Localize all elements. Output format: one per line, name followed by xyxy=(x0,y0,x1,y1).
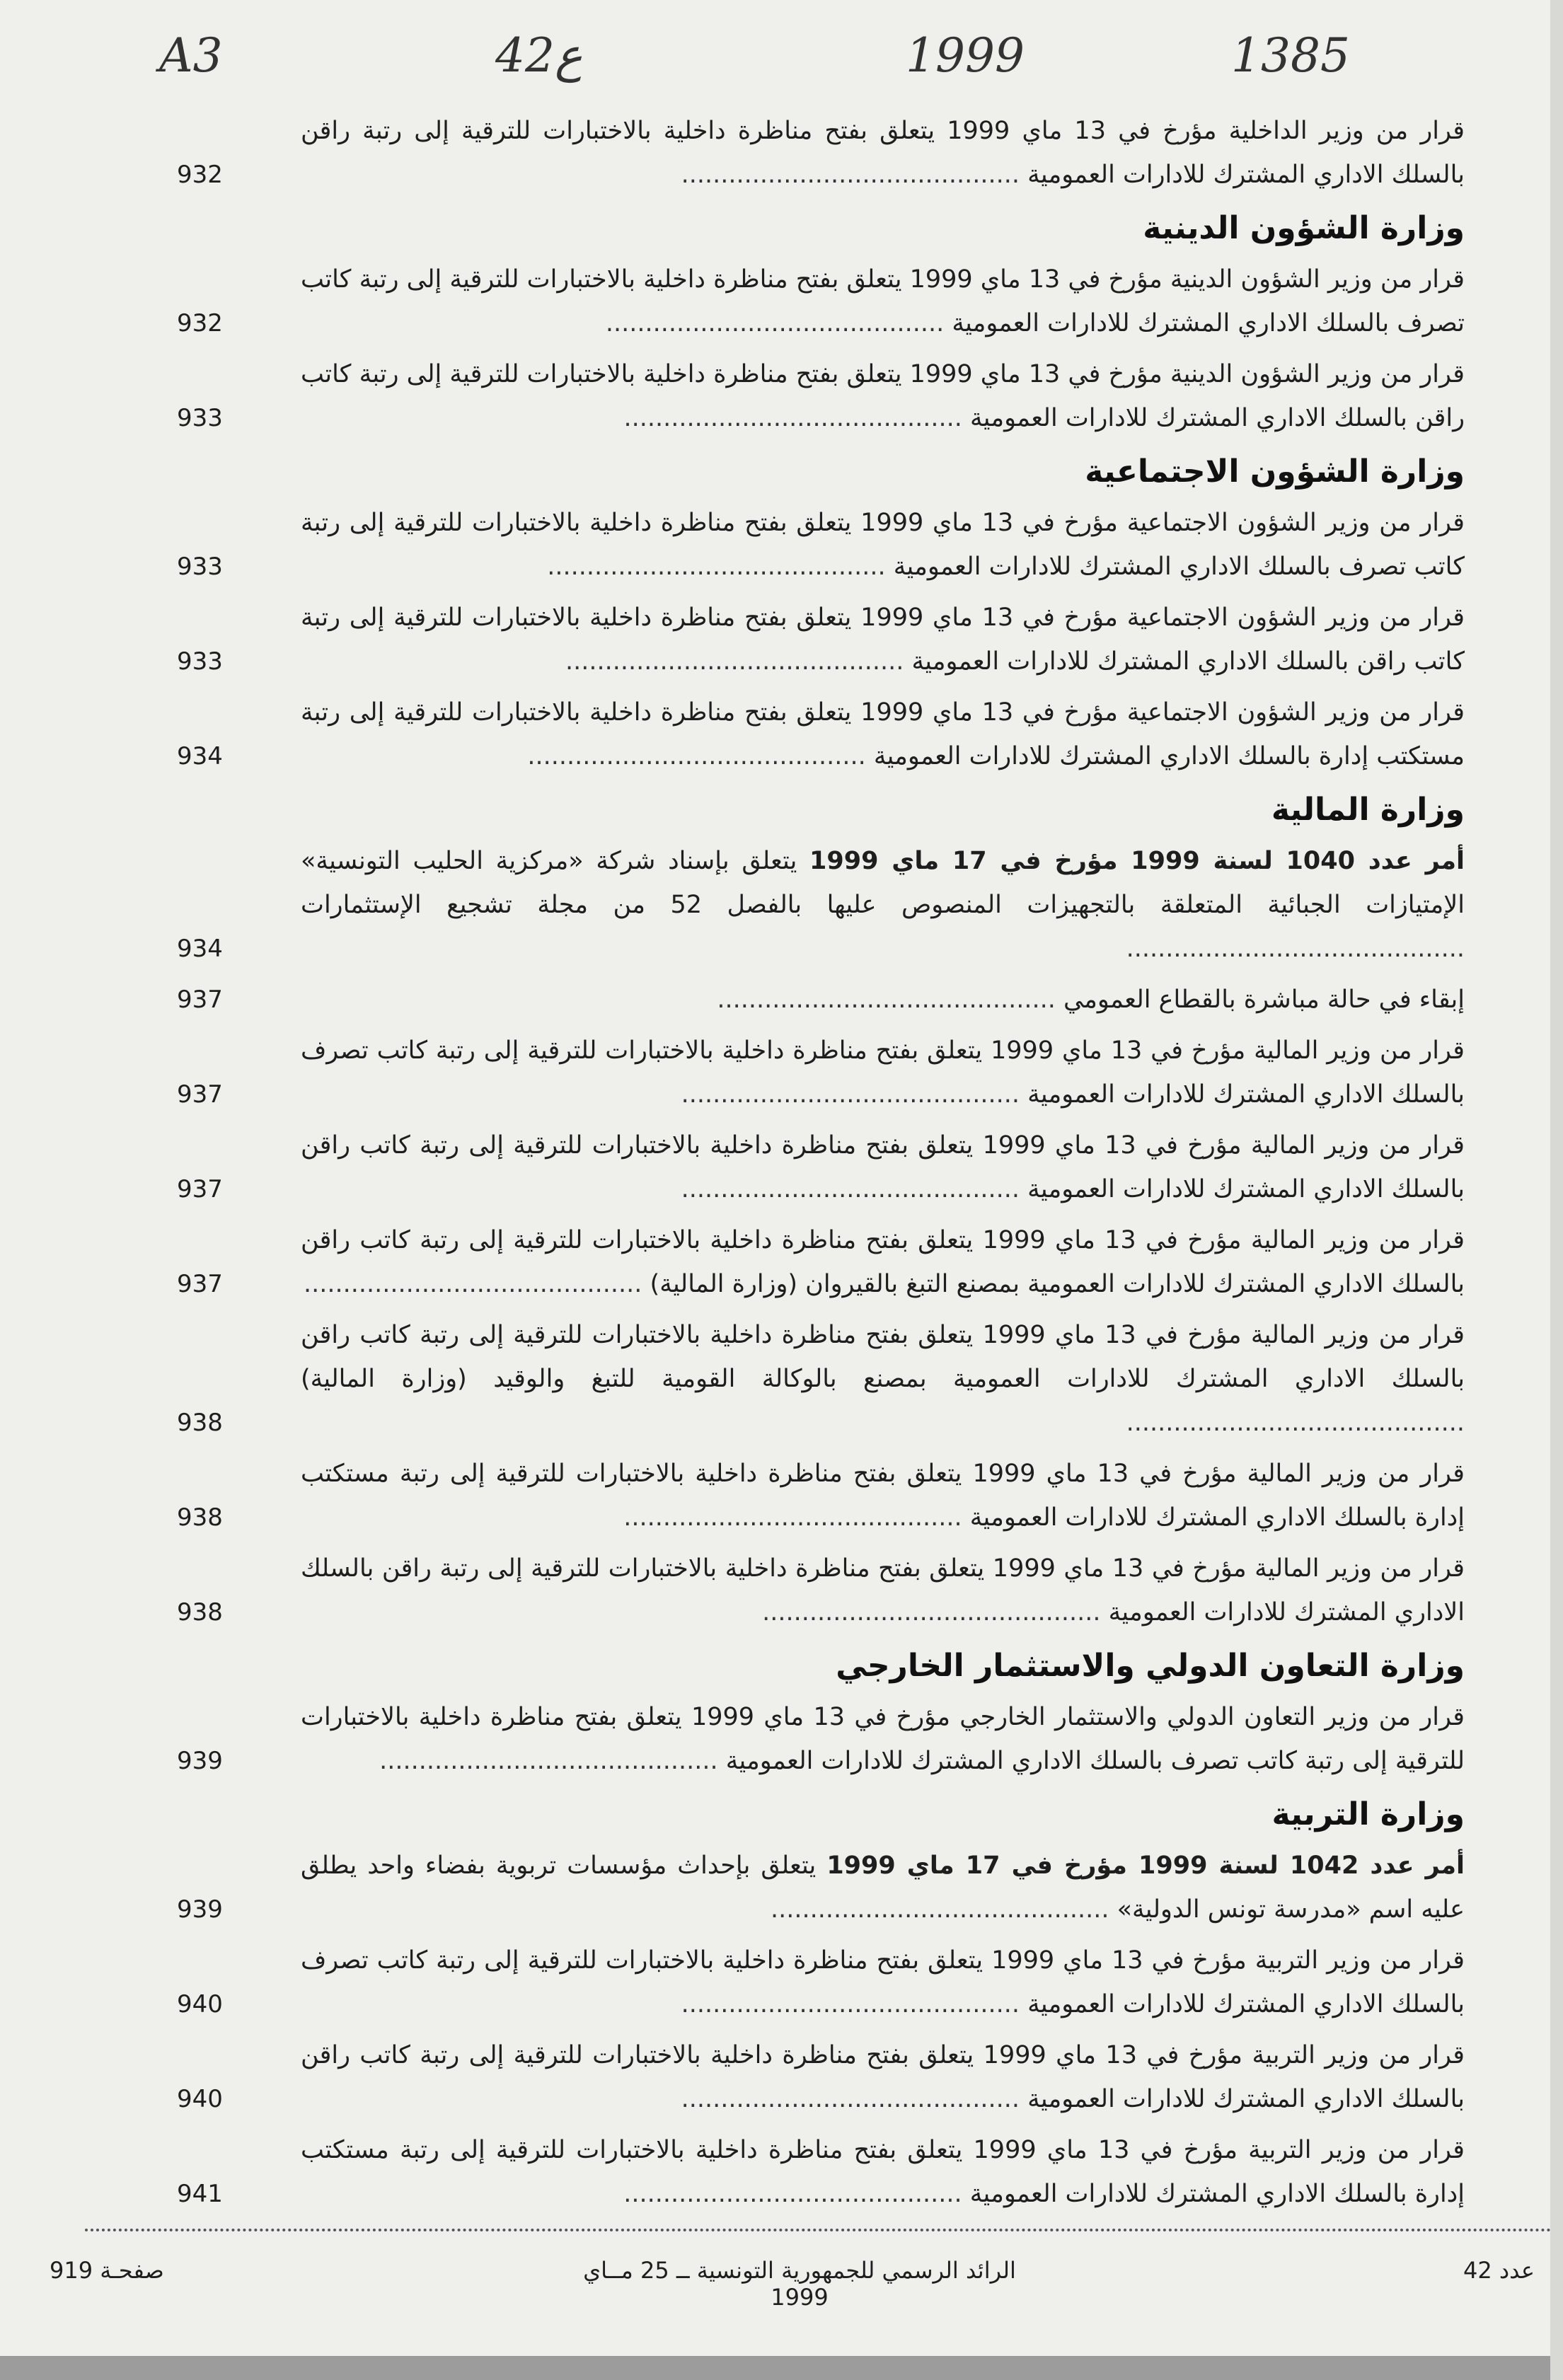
toc-entry xyxy=(177,1218,1465,1306)
footer-divider xyxy=(85,2229,1563,2237)
toc-entry xyxy=(177,1123,1465,1211)
entry-text: قرار من وزير المالية مؤرخ في 13 ماي 1999 يتعلق بفتح مناظرة داخلية بالاختبارات للترقية إلى رتبة كاتب تصرف بالسلك الاداري المشترك للادارات العمومية xyxy=(301,1036,1465,1109)
leader-dots: ........................................... xyxy=(762,1598,1109,1627)
entry-text-block xyxy=(301,1695,1465,1783)
entry-text: قرار من وزير الشؤون الدينية مؤرخ في 13 ماي 1999 يتعلق بفتح مناظرة داخلية بالاختبارات للترقية إلى رتبة كاتب راقن بالسلك الاداري المشترك للادارات العمومية xyxy=(301,360,1465,432)
entry-page-number: 941 xyxy=(177,2180,223,2208)
handwritten-note-b: 42ع xyxy=(495,28,583,83)
toc-entry xyxy=(177,2033,1465,2121)
entry-text-block xyxy=(301,839,1465,971)
entry-page-number: 932 xyxy=(177,309,223,337)
toc-entry xyxy=(177,839,1465,971)
entry-text-block xyxy=(301,258,1465,345)
scan-edge xyxy=(1550,0,1563,2380)
section-heading: وزارة التعاون الدولي والاستثمار الخارجي xyxy=(836,1648,1465,1684)
entry-text-block xyxy=(301,1452,1465,1540)
entry-text: قرار من وزير المالية مؤرخ في 13 ماي 1999 يتعلق بفتح مناظرة داخلية بالاختبارات للترقية إلى رتبة مستكتب إدارة بالسلك الاداري المشترك للادارات العمومية xyxy=(301,1460,1465,1532)
section-heading: وزارة الشؤون الدينية xyxy=(1143,210,1465,246)
section-heading: وزارة الشؤون الاجتماعية xyxy=(1085,454,1465,490)
entry-page-number: 938 xyxy=(177,1598,223,1627)
entry-text-block xyxy=(301,501,1465,589)
entry-text: قرار من وزير التعاون الدولي والاستثمار الخارجي مؤرخ في 13 ماي 1999 يتعلق بفتح مناظرة داخلية بالاختبارات للترقية إلى رتبة كاتب تصرف بالسلك الاداري المشترك للادارات العمومية xyxy=(301,1703,1465,1775)
footer-title: الرائد الرسمي للجمهورية التونسية ــ 25 مــاي 1999 xyxy=(583,2257,1016,2311)
handwritten-note-d: 1385 xyxy=(1231,28,1350,83)
leader-dots: ........................................... xyxy=(565,647,912,676)
entry-page-number: 933 xyxy=(177,404,223,432)
toc-entry xyxy=(177,596,1465,683)
leader-dots: ........................................... xyxy=(681,1990,1028,2018)
entry-text-block xyxy=(301,1218,1465,1306)
entry-text: قرار من وزير التربية مؤرخ في 13 ماي 1999 يتعلق بفتح مناظرة داخلية بالاختبارات للترقية إلى رتبة كاتب تصرف بالسلك الاداري المشترك للادارات العمومية xyxy=(301,1946,1465,2018)
entry-text: إبقاء في حالة مباشرة بالقطاع العمومي xyxy=(1063,986,1465,1014)
entry-lead: أمر عدد 1042 لسنة 1999 مؤرخ في 17 ماي 1999 xyxy=(826,1852,1465,1880)
leader-dots: ........................................... xyxy=(379,1747,726,1775)
entry-text-block xyxy=(301,1313,1465,1445)
leader-dots: ........................................... xyxy=(1126,935,1465,963)
entry-text-block xyxy=(301,1844,1465,1931)
leader-dots: ........................................... xyxy=(623,404,971,432)
entry-text-block xyxy=(301,1547,1465,1634)
entry-page-number: 940 xyxy=(177,2085,223,2113)
entry-text: قرار من وزير التربية مؤرخ في 13 ماي 1999 يتعلق بفتح مناظرة داخلية بالاختبارات للترقية إلى رتبة كاتب راقن بالسلك الاداري المشترك للادارات العمومية xyxy=(301,2041,1465,2113)
leader-dots: ........................................... xyxy=(681,161,1028,189)
entry-text-block xyxy=(301,596,1465,683)
leader-dots: ........................................... xyxy=(527,742,874,770)
toc-entry xyxy=(177,1939,1465,2026)
entry-text-block xyxy=(301,691,1465,778)
entry-text-block xyxy=(301,1123,1465,1211)
entry-page-number: 937 xyxy=(177,1175,223,1203)
entry-page-number: 940 xyxy=(177,1990,223,2018)
leader-dots: ........................................... xyxy=(717,986,1063,1014)
entry-page-number: 932 xyxy=(177,161,223,189)
entry-text: قرار من وزير المالية مؤرخ في 13 ماي 1999 يتعلق بفتح مناظرة داخلية بالاختبارات للترقية إلى رتبة كاتب راقن بالسلك الاداري المشترك للادارات العمومية بمصنع بالوكالة القومية للتبغ والوقيد (وزارة المالية) xyxy=(301,1321,1465,1393)
toc-entry xyxy=(177,109,1465,197)
entry-text-block xyxy=(301,352,1465,440)
entry-text: قرار من وزير المالية مؤرخ في 13 ماي 1999 يتعلق بفتح مناظرة داخلية بالاختبارات للترقية إلى رتبة كاتب راقن بالسلك الاداري المشترك للادارات العمومية xyxy=(301,1131,1465,1203)
section-heading: وزارة التربية xyxy=(1271,1796,1465,1832)
entry-text: قرار من وزير التربية مؤرخ في 13 ماي 1999 يتعلق بفتح مناظرة داخلية بالاختبارات للترقية إلى رتبة مستكتب إدارة بالسلك الاداري المشترك للادارات العمومية xyxy=(301,2136,1465,2208)
entry-text-block xyxy=(301,1029,1465,1116)
entry-text: قرار من وزير الشؤون الدينية مؤرخ في 13 ماي 1999 يتعلق بفتح مناظرة داخلية بالاختبارات للترقية إلى رتبة كاتب تصرف بالسلك الاداري المشترك للادارات العمومية xyxy=(301,265,1465,337)
footer-page-label: صفحـة 919 xyxy=(50,2257,164,2284)
handwritten-note-a: A3 xyxy=(159,28,223,83)
leader-dots: ........................................... xyxy=(681,2085,1028,2113)
entry-page-number: 939 xyxy=(177,1747,223,1775)
footer-issue: عدد 42 xyxy=(1463,2257,1535,2284)
toc-entry xyxy=(177,1452,1465,1540)
table-of-contents xyxy=(177,105,1465,2223)
leader-dots: ........................................... xyxy=(1126,1409,1465,1437)
toc-entry xyxy=(177,1844,1465,1931)
entry-page-number: 933 xyxy=(177,553,223,581)
leader-dots: ........................................... xyxy=(623,1503,970,1532)
toc-entry xyxy=(177,352,1465,440)
toc-entry xyxy=(177,1695,1465,1783)
toc-entry xyxy=(177,978,1465,1022)
toc-entry xyxy=(177,2128,1465,2216)
entry-text: يتعلق بإسناد شركة «مركزية الحليب التونسية» الإمتيازات الجبائية المتعلقة بالتجهيزات المنصوص عليها بالفصل 52 من مجلة تشجيع الإستثمارات xyxy=(301,847,1465,919)
entry-page-number: 939 xyxy=(177,1895,223,1924)
toc-entry xyxy=(177,1547,1465,1634)
entry-text: قرار من وزير المالية مؤرخ في 13 ماي 1999 يتعلق بفتح مناظرة داخلية بالاختبارات للترقية إلى رتبة كاتب راقن بالسلك الاداري المشترك للادارات العمومية بمصنع التبغ بالقيروان (وزارة المالية) xyxy=(301,1226,1465,1298)
entry-page-number: 937 xyxy=(177,1270,223,1298)
leader-dots: ........................................... xyxy=(304,1270,650,1298)
leader-dots: ........................................... xyxy=(547,553,894,581)
leader-dots: ........................................... xyxy=(605,309,952,337)
entry-text-block xyxy=(301,1939,1465,2026)
toc-entry xyxy=(177,258,1465,345)
leader-dots: ........................................... xyxy=(623,2180,970,2208)
entry-text-block xyxy=(301,2033,1465,2121)
entry-text: قرار من وزير الداخلية مؤرخ في 13 ماي 1999 يتعلق بفتح مناظرة داخلية بالاختبارات للترقية إلى رتبة راقن بالسلك الاداري المشترك للادارات العمومية xyxy=(301,117,1465,189)
entry-page-number: 934 xyxy=(177,742,223,770)
entry-page-number: 937 xyxy=(177,986,223,1014)
scan-bottom-strip xyxy=(0,2356,1563,2380)
leader-dots: ........................................... xyxy=(681,1080,1028,1109)
entry-page-number: 937 xyxy=(177,1080,223,1109)
toc-entry xyxy=(177,1029,1465,1116)
entry-text: قرار من وزير الشؤون الاجتماعية مؤرخ في 13 ماي 1999 يتعلق بفتح مناظرة داخلية بالاختبارات للترقية إلى رتبة كاتب تصرف بالسلك الاداري المشترك للادارات العمومية xyxy=(301,509,1465,581)
handwritten-note-c: 1999 xyxy=(906,28,1025,83)
section-heading: وزارة المالية xyxy=(1271,792,1465,828)
leader-dots: ........................................... xyxy=(681,1175,1028,1203)
entry-page-number: 938 xyxy=(177,1503,223,1532)
leader-dots: ........................................... xyxy=(771,1895,1117,1924)
entry-text: قرار من وزير المالية مؤرخ في 13 ماي 1999 يتعلق بفتح مناظرة داخلية بالاختبارات للترقية إلى رتبة راقن بالسلك الاداري المشترك للادارات العمومية xyxy=(301,1554,1465,1627)
toc-entry xyxy=(177,691,1465,778)
entry-text-block xyxy=(301,109,1465,197)
entry-page-number: 938 xyxy=(177,1409,223,1437)
entry-page-number: 934 xyxy=(177,935,223,963)
entry-text: قرار من وزير الشؤون الاجتماعية مؤرخ في 13 ماي 1999 يتعلق بفتح مناظرة داخلية بالاختبارات للترقية إلى رتبة كاتب راقن بالسلك الاداري المشترك للادارات العمومية xyxy=(301,603,1465,676)
entry-lead: أمر عدد 1040 لسنة 1999 مؤرخ في 17 ماي 1999 xyxy=(809,847,1465,875)
toc-entry xyxy=(177,1313,1465,1445)
entry-text-block xyxy=(301,2128,1465,2216)
entry-text-block xyxy=(301,978,1465,1022)
entry-page-number: 933 xyxy=(177,647,223,676)
entry-text: قرار من وزير الشؤون الاجتماعية مؤرخ في 13 ماي 1999 يتعلق بفتح مناظرة داخلية بالاختبارات للترقية إلى رتبة مستكتب إدارة بالسلك الاداري المشترك للادارات العمومية xyxy=(301,698,1465,770)
toc-entry xyxy=(177,501,1465,589)
entry-text: يتعلق بإحداث مؤسسات تربوية بفضاء واحد يطلق عليه اسم «مدرسة تونس الدولية» xyxy=(301,1852,1465,1924)
